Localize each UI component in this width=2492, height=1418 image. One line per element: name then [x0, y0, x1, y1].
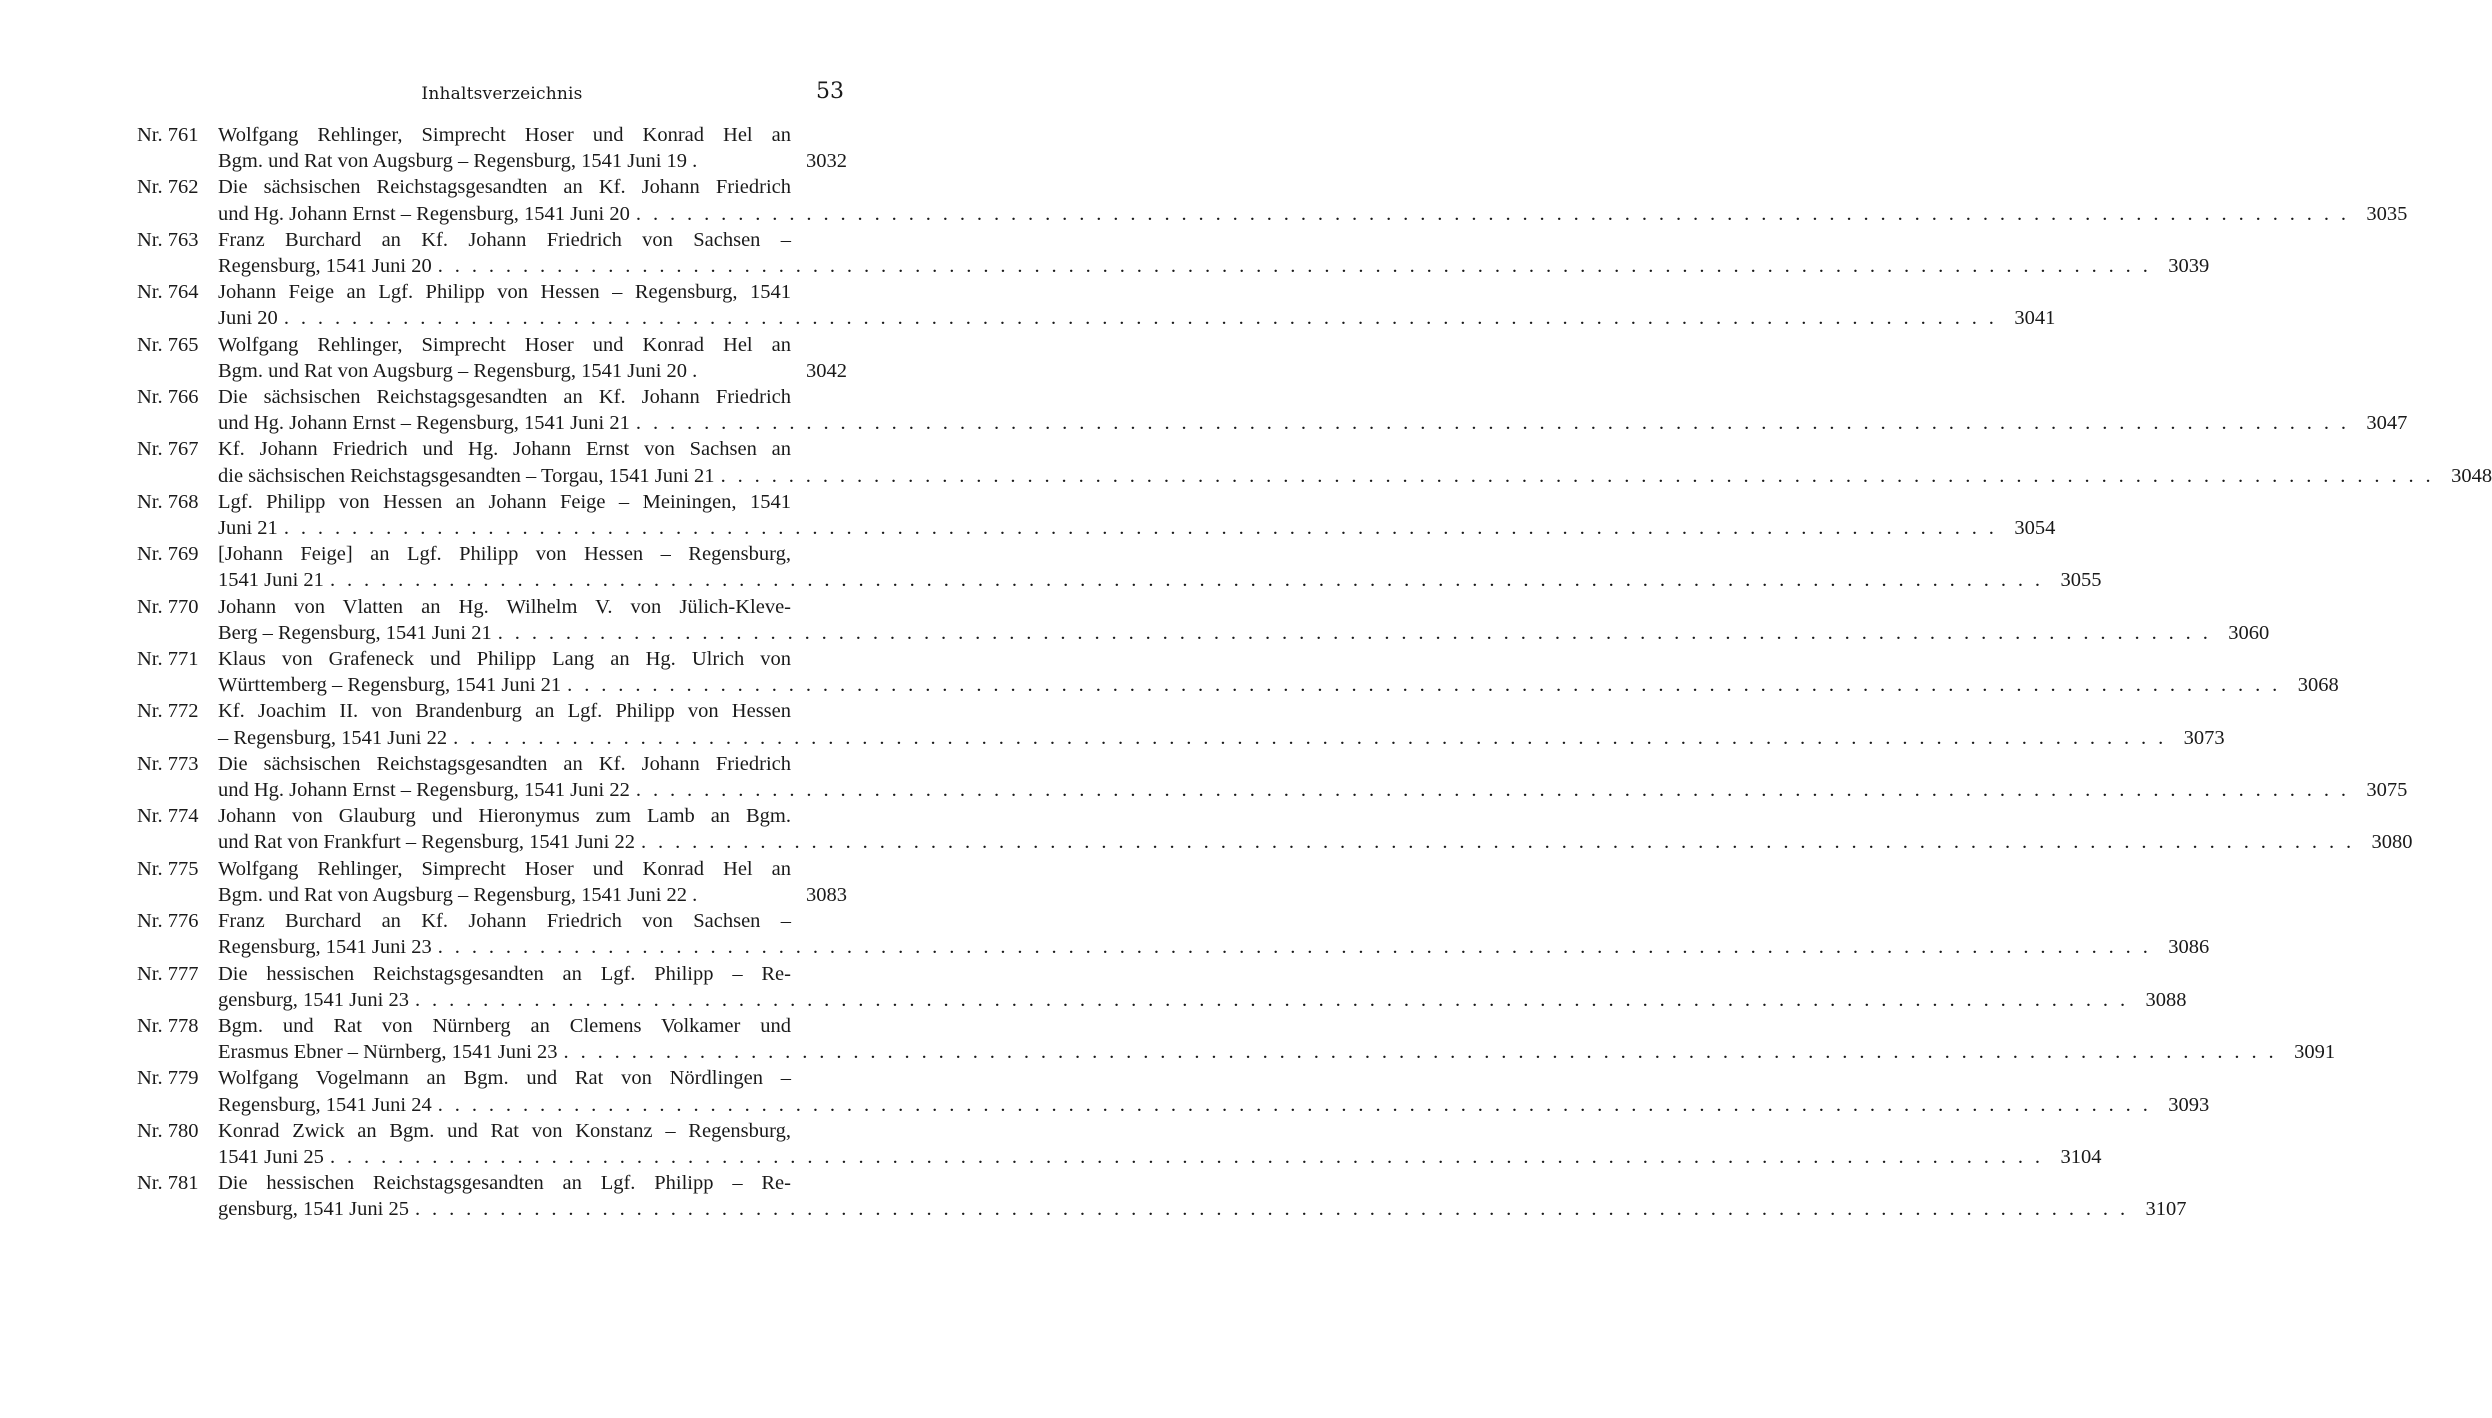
toc-entry — [137, 436, 2492, 488]
entry-detail-line — [218, 987, 2187, 1013]
entry-body — [218, 751, 2407, 803]
entry-title-line: Die hessischen Reichstagsgesandten an Lgf. Philipp – Re- — [218, 1172, 791, 1195]
entry-title-line: Franz Burchard an Kf. Johann Friedrich von Sachsen – — [218, 910, 791, 933]
entry-detail-text: 1541 Juni 21 — [218, 569, 324, 592]
entry-detail-line — [218, 1092, 2209, 1118]
toc-entry — [137, 174, 2408, 226]
entry-page-number: 3091 — [2294, 1041, 2336, 1064]
toc-entry — [137, 803, 2413, 855]
entry-detail-text: Erasmus Ebner – Nürnberg, 1541 Juni 23 — [218, 1041, 558, 1064]
dot-leader — [284, 515, 1998, 541]
entry-detail-text: – Regensburg, 1541 Juni 22 — [218, 726, 448, 749]
dot-leader — [564, 1039, 2278, 1065]
entry-detail-text: Berg – Regensburg, 1541 Juni 21 — [218, 621, 492, 644]
entry-detail-text: Bgm. und Rat von Augsburg – Regensburg, 1541 Juni 22 . — [218, 883, 698, 906]
entry-number: Nr. 776 — [137, 910, 199, 933]
entry-detail-text: Regensburg, 1541 Juni 20 — [218, 255, 432, 278]
entry-detail-text: Bgm. und Rat von Augsburg – Regensburg, 1541 Juni 20 . — [218, 359, 698, 382]
entry-detail-line — [218, 253, 2209, 279]
entry-body — [218, 279, 2055, 331]
dot-leader — [721, 463, 2435, 489]
entry-title-line: Kf. Johann Friedrich und Hg. Johann Ernst von Sachsen an — [218, 438, 791, 461]
entry-page-number: 3035 — [2366, 202, 2408, 225]
entry-body — [218, 698, 2225, 750]
entry-body — [218, 1118, 2101, 1170]
entry-detail-line — [218, 725, 2225, 751]
entry-detail-line — [218, 620, 2269, 646]
entry-body — [218, 541, 2101, 593]
entry-page-number: 3047 — [2366, 412, 2408, 435]
entry-detail-line — [218, 672, 2339, 698]
toc-entry — [137, 489, 2056, 541]
entry-page-number: 3068 — [2297, 674, 2339, 697]
entry-detail-text: und Hg. Johann Ernst – Regensburg, 1541 Juni 22 — [218, 779, 630, 802]
entry-number: Nr. 772 — [137, 700, 199, 723]
entry-body — [218, 961, 2187, 1013]
entry-detail-line — [218, 358, 847, 384]
entry-body — [218, 227, 2209, 279]
entry-number: Nr. 766 — [137, 386, 199, 409]
dot-leader — [438, 1092, 2152, 1118]
dot-leader — [636, 201, 2350, 227]
entry-body — [218, 1013, 2335, 1065]
entry-title-line: Die sächsischen Reichstagsgesandten an Kf. Johann Friedrich — [218, 176, 791, 199]
entry-detail-text: Regensburg, 1541 Juni 24 — [218, 1093, 432, 1116]
entry-number: Nr. 769 — [137, 543, 199, 566]
entry-body — [218, 1170, 2187, 1222]
toc-entry — [137, 1013, 2336, 1065]
toc-entry — [137, 227, 2210, 279]
entry-detail-text: Juni 21 — [218, 517, 278, 540]
entry-detail-text: und Rat von Frankfurt – Regensburg, 1541 Juni 22 — [218, 831, 635, 854]
entry-detail-line — [218, 567, 2101, 593]
entry-number: Nr. 770 — [137, 595, 199, 618]
dot-leader — [636, 777, 2350, 803]
entry-detail-line — [218, 777, 2407, 803]
entry-number: Nr. 763 — [137, 228, 199, 251]
entry-detail-line — [218, 201, 2407, 227]
dot-leader — [330, 567, 2044, 593]
entry-title-line: [Johann Feige] an Lgf. Philipp von Hessen – Regensburg, — [218, 543, 791, 566]
entry-number: Nr. 781 — [137, 1172, 199, 1195]
toc-entry — [137, 1065, 2210, 1117]
dot-leader — [636, 410, 2350, 436]
entry-page-number: 3104 — [2060, 1145, 2102, 1168]
entry-detail-line — [218, 1039, 2335, 1065]
entry-page-number: 3093 — [2168, 1093, 2210, 1116]
entry-number: Nr. 764 — [137, 281, 199, 304]
entry-title-line: Kf. Joachim II. von Brandenburg an Lgf. Philipp von Hessen — [218, 700, 791, 723]
entry-number: Nr. 767 — [137, 438, 199, 461]
entry-title-line: Die sächsischen Reichstagsgesandten an Kf. Johann Friedrich — [218, 752, 791, 775]
entry-page-number: 3086 — [2168, 936, 2210, 959]
entry-body — [218, 174, 2407, 226]
entry-number: Nr. 780 — [137, 1119, 199, 1142]
entry-detail-line — [218, 463, 2492, 489]
toc-entry — [137, 751, 2408, 803]
entry-detail-line — [218, 1144, 2101, 1170]
entry-page-number: 3088 — [2145, 988, 2187, 1011]
toc-entry — [137, 961, 2187, 1013]
entry-title-line: Wolfgang Rehlinger, Simprecht Hoser und Konrad Hel an — [218, 333, 791, 356]
entry-title-line: Johann von Glauburg und Hieronymus zum Lamb an Bgm. — [218, 805, 791, 828]
entry-title-line: Johann von Vlatten an Hg. Wilhelm V. von Jülich-Kleve- — [218, 595, 791, 618]
entry-detail-line — [218, 305, 2055, 331]
dot-leader — [498, 620, 2212, 646]
entry-detail-text: gensburg, 1541 Juni 23 — [218, 988, 409, 1011]
dot-leader — [415, 1196, 2129, 1222]
dot-leader — [567, 672, 2281, 698]
entry-detail-line — [218, 515, 2055, 541]
entry-number: Nr. 779 — [137, 1067, 199, 1090]
toc-entry — [137, 856, 847, 908]
entry-page-number: 3107 — [2145, 1198, 2187, 1221]
toc-entry — [137, 594, 2270, 646]
dot-leader — [438, 934, 2152, 960]
entry-number: Nr. 774 — [137, 805, 199, 828]
entry-title-line: Lgf. Philipp von Hessen an Johann Feige – Meiningen, 1541 — [218, 490, 791, 513]
entry-title-line: Bgm. und Rat von Nürnberg an Clemens Volkamer und — [218, 1014, 791, 1037]
entry-detail-line — [218, 410, 2407, 436]
entry-detail-text: gensburg, 1541 Juni 25 — [218, 1198, 409, 1221]
entry-title-line: Franz Burchard an Kf. Johann Friedrich von Sachsen – — [218, 228, 791, 251]
entry-title-line: Konrad Zwick an Bgm. und Rat von Konstanz – Regensburg, — [218, 1119, 791, 1142]
entry-detail-text: Juni 20 — [218, 307, 278, 330]
entry-number: Nr. 777 — [137, 962, 199, 985]
entry-page-number: 3055 — [2060, 569, 2102, 592]
entry-page-number: 3083 — [806, 883, 847, 906]
dot-leader — [415, 987, 2129, 1013]
entry-detail-line — [218, 148, 847, 174]
entry-title-line: Die hessischen Reichstagsgesandten an Lgf. Philipp – Re- — [218, 962, 791, 985]
entry-detail-line — [218, 1196, 2187, 1222]
entry-title-line: Klaus von Grafeneck und Philipp Lang an Hg. Ulrich von — [218, 648, 791, 671]
entry-number: Nr. 778 — [137, 1014, 199, 1037]
entry-page-number: 3042 — [806, 359, 847, 382]
entry-page-number: 3073 — [2183, 726, 2225, 749]
entry-number: Nr. 761 — [137, 124, 199, 146]
entry-detail-text: 1541 Juni 25 — [218, 1145, 324, 1168]
entry-body — [218, 1065, 2209, 1117]
entry-number: Nr. 773 — [137, 752, 199, 775]
entry-page-number: 3054 — [2014, 517, 2056, 540]
toc-entry — [137, 384, 2408, 436]
toc-entry — [137, 541, 2102, 593]
entry-body — [218, 384, 2407, 436]
entry-page-number: 3048 — [2451, 464, 2492, 487]
table-of-contents — [137, 122, 2492, 1223]
entry-detail-text: Württemberg – Regensburg, 1541 Juni 21 — [218, 674, 562, 697]
toc-entry — [137, 698, 2225, 750]
toc-entry — [137, 279, 2056, 331]
entry-body — [218, 332, 847, 384]
dot-leader — [453, 725, 2167, 751]
entry-title-line: Die sächsischen Reichstagsgesandten an Kf. Johann Friedrich — [218, 386, 791, 409]
entry-number: Nr. 765 — [137, 333, 199, 356]
entry-page-number: 3075 — [2366, 779, 2408, 802]
entry-page-number: 3041 — [2014, 307, 2056, 330]
entry-title-line: Wolfgang Rehlinger, Simprecht Hoser und Konrad Hel an — [218, 124, 791, 146]
entry-detail-line — [218, 829, 2413, 855]
entry-title-line: Wolfgang Rehlinger, Simprecht Hoser und Konrad Hel an — [218, 857, 791, 880]
toc-entry — [137, 908, 2210, 960]
dot-leader — [284, 305, 1998, 331]
entry-page-number: 3039 — [2168, 255, 2210, 278]
entry-body — [218, 594, 2269, 646]
entry-page-number: 3080 — [2371, 831, 2413, 854]
toc-entry — [137, 122, 847, 174]
dot-leader — [330, 1144, 2044, 1170]
toc-entry — [137, 332, 847, 384]
entry-detail-text: Regensburg, 1541 Juni 23 — [218, 936, 432, 959]
entry-number: Nr. 768 — [137, 490, 199, 513]
entry-detail-line — [218, 934, 2209, 960]
page-number: 53 — [816, 79, 844, 104]
entry-page-number: 3060 — [2228, 621, 2270, 644]
toc-entry — [137, 1118, 2102, 1170]
entry-number: Nr. 762 — [137, 176, 199, 199]
entry-number: Nr. 771 — [137, 648, 199, 671]
entry-title-line: Johann Feige an Lgf. Philipp von Hessen – Regensburg, 1541 — [218, 281, 791, 304]
entry-body — [218, 436, 2492, 488]
entry-detail-text: und Hg. Johann Ernst – Regensburg, 1541 Juni 21 — [218, 412, 630, 435]
entry-body — [218, 856, 847, 908]
toc-entry — [137, 646, 2339, 698]
entry-body — [218, 122, 847, 174]
entry-page-number: 3032 — [806, 150, 847, 173]
entry-body — [218, 489, 2055, 541]
entry-detail-line — [218, 882, 847, 908]
entry-body — [218, 646, 2339, 698]
entry-number: Nr. 775 — [137, 857, 199, 880]
entry-detail-text: Bgm. und Rat von Augsburg – Regensburg, 1541 Juni 19 . — [218, 150, 698, 173]
dot-leader — [641, 829, 2355, 855]
dot-leader — [438, 253, 2152, 279]
entry-title-line: Wolfgang Vogelmann an Bgm. und Rat von Nördlingen – — [218, 1067, 791, 1090]
toc-entry — [137, 1170, 2187, 1222]
running-header-title: Inhaltsverzeichnis — [421, 84, 583, 104]
entry-body — [218, 803, 2413, 855]
entry-detail-text: die sächsischen Reichstagsgesandten – Torgau, 1541 Juni 21 — [218, 464, 715, 487]
entry-body — [218, 908, 2209, 960]
entry-detail-text: und Hg. Johann Ernst – Regensburg, 1541 Juni 20 — [218, 202, 630, 225]
